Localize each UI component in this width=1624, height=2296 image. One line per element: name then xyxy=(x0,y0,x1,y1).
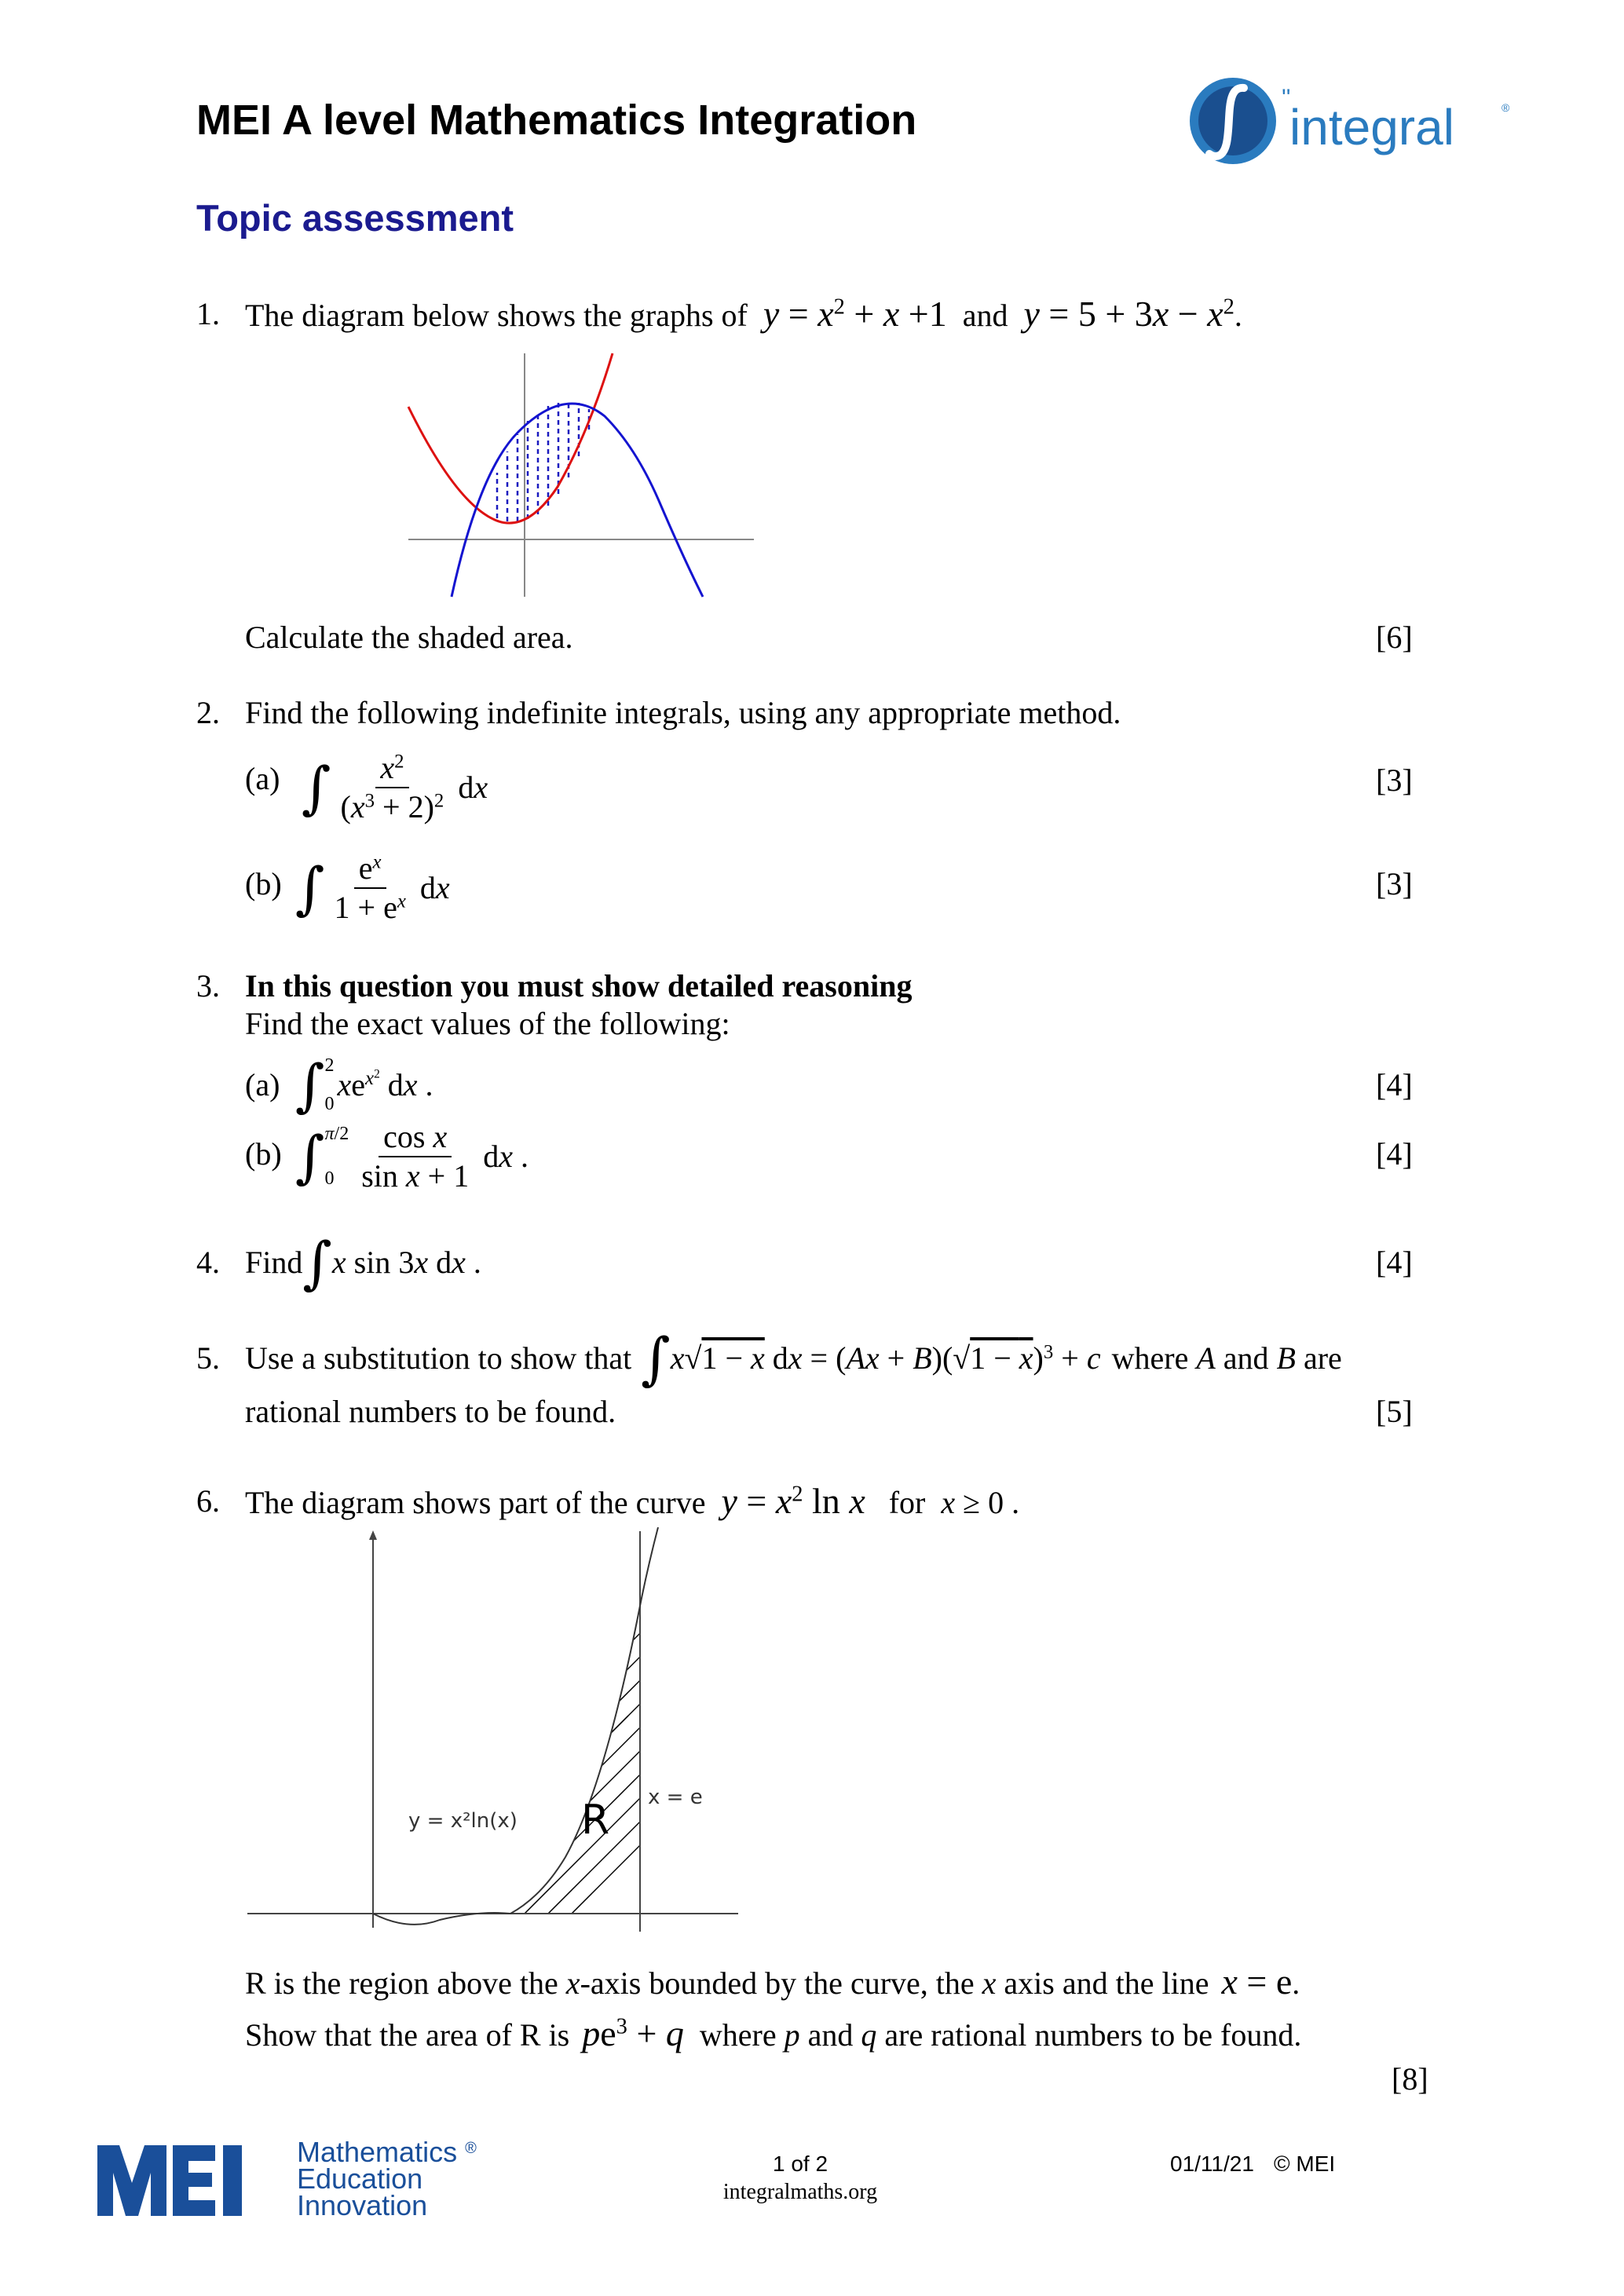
footer-copyright: © MEI xyxy=(1274,2152,1336,2176)
q3-text: Find the exact values of the following: xyxy=(245,1006,730,1041)
q1-number: 1. xyxy=(196,296,220,331)
q1-text: The diagram below shows the graphs of $y = x^2 + x +1$ and $y = 5 + 3x - x^2$. xyxy=(245,294,1242,334)
integral-logo xyxy=(1186,72,1516,174)
section-subtitle: Topic assessment xyxy=(196,197,514,239)
q5-line2: rational numbers to be found. xyxy=(245,1394,616,1429)
footer-date: 01/11/21 xyxy=(1170,2152,1254,2176)
q2b-label: (b) xyxy=(245,866,282,901)
mei-logo xyxy=(97,2137,506,2224)
website: integralmaths.org xyxy=(722,2180,878,2204)
q2-text: Find the following indefinite integrals, using any appropriate method. xyxy=(245,695,1121,730)
svg-text:integral: integral xyxy=(1289,99,1454,155)
q6-curve-label: y = x²ln(x) xyxy=(408,1809,518,1833)
q6-line2: Show that the area of R is $pe^3 + q$ where p and q are rational numbers to be found. xyxy=(245,2013,1302,2053)
svg-text:'': '' xyxy=(1282,85,1291,111)
q4-marks: [4] xyxy=(1376,1245,1413,1280)
q6-text: The diagram shows part of the curve $y = x^2$ ln x for x ≥ 0 . xyxy=(245,1481,1020,1521)
page-number: 1 of 2 xyxy=(772,2152,828,2176)
q1-eq2: $y = 5 + 3x - x^2$ xyxy=(1023,294,1234,334)
q6-diagram xyxy=(243,1527,746,1943)
q1-marks: [6] xyxy=(1376,620,1413,655)
q6-line-label: x = e xyxy=(648,1786,703,1809)
q4-number: 4. xyxy=(196,1245,220,1280)
q2b-marks: [3] xyxy=(1376,866,1413,901)
svg-text:®: ® xyxy=(1501,101,1510,114)
q2a-marks: [3] xyxy=(1376,762,1413,798)
q6-marks: [8] xyxy=(1392,2061,1428,2097)
q2b-expression: ∫ $\frac{e^x}{1 + e^x}$ dx xyxy=(295,850,450,925)
q3b-marks: [4] xyxy=(1376,1136,1413,1172)
mei-logo-icon xyxy=(97,2137,286,2224)
q3a-marks: [4] xyxy=(1376,1067,1413,1102)
q3a-expression: ∫ 2 0 $xe^{x^2}$ dx . xyxy=(295,1052,433,1118)
q2a-label: (a) xyxy=(245,761,280,796)
q6-region-label: R xyxy=(581,1797,610,1844)
q1-prompt: Calculate the shaded area. xyxy=(245,620,573,655)
q5-expression: Use a substitution to show that ∫ x√1 − x dx = $(Ax + B)(√1 - x)^3 + c$ where A and B are xyxy=(245,1325,1342,1391)
q4-expression: Find ∫ x sin 3x dx . xyxy=(245,1230,481,1296)
q2a-expression: ∫ $\frac{x^2}{(x^3 + 2)^2}$ dx xyxy=(302,750,488,824)
page-title: MEI A level Mathematics Integration xyxy=(196,97,917,144)
q3b-expression: ∫ π/2 0 $\frac{\text{cos x}}{\text{sin x + 1}}$ dx . xyxy=(295,1119,529,1194)
mei-brand-line1: Mathematics ® xyxy=(297,2136,477,2168)
mei-brand-line3: Innovation xyxy=(297,2189,428,2221)
q3-number: 3. xyxy=(196,968,220,1004)
q5-marks: [5] xyxy=(1376,1394,1413,1429)
integral-logo-icon xyxy=(1186,72,1516,174)
q1-eq1: $y = x^2 + x +1$ xyxy=(763,294,947,334)
q3-instruction: In this question you must show detailed reasoning xyxy=(245,968,913,1004)
q1-diagram xyxy=(401,345,762,605)
q3b-label: (b) xyxy=(245,1136,282,1172)
mei-brand-line2: Education xyxy=(297,2163,423,2195)
q5-number: 5. xyxy=(196,1340,220,1376)
q6-number: 6. xyxy=(196,1483,220,1519)
q6-line1: R is the region above the x-axis bounded by the curve, the x axis and the line x = e. xyxy=(245,1961,1300,2002)
q3a-label: (a) xyxy=(245,1067,280,1102)
q2-number: 2. xyxy=(196,695,220,730)
